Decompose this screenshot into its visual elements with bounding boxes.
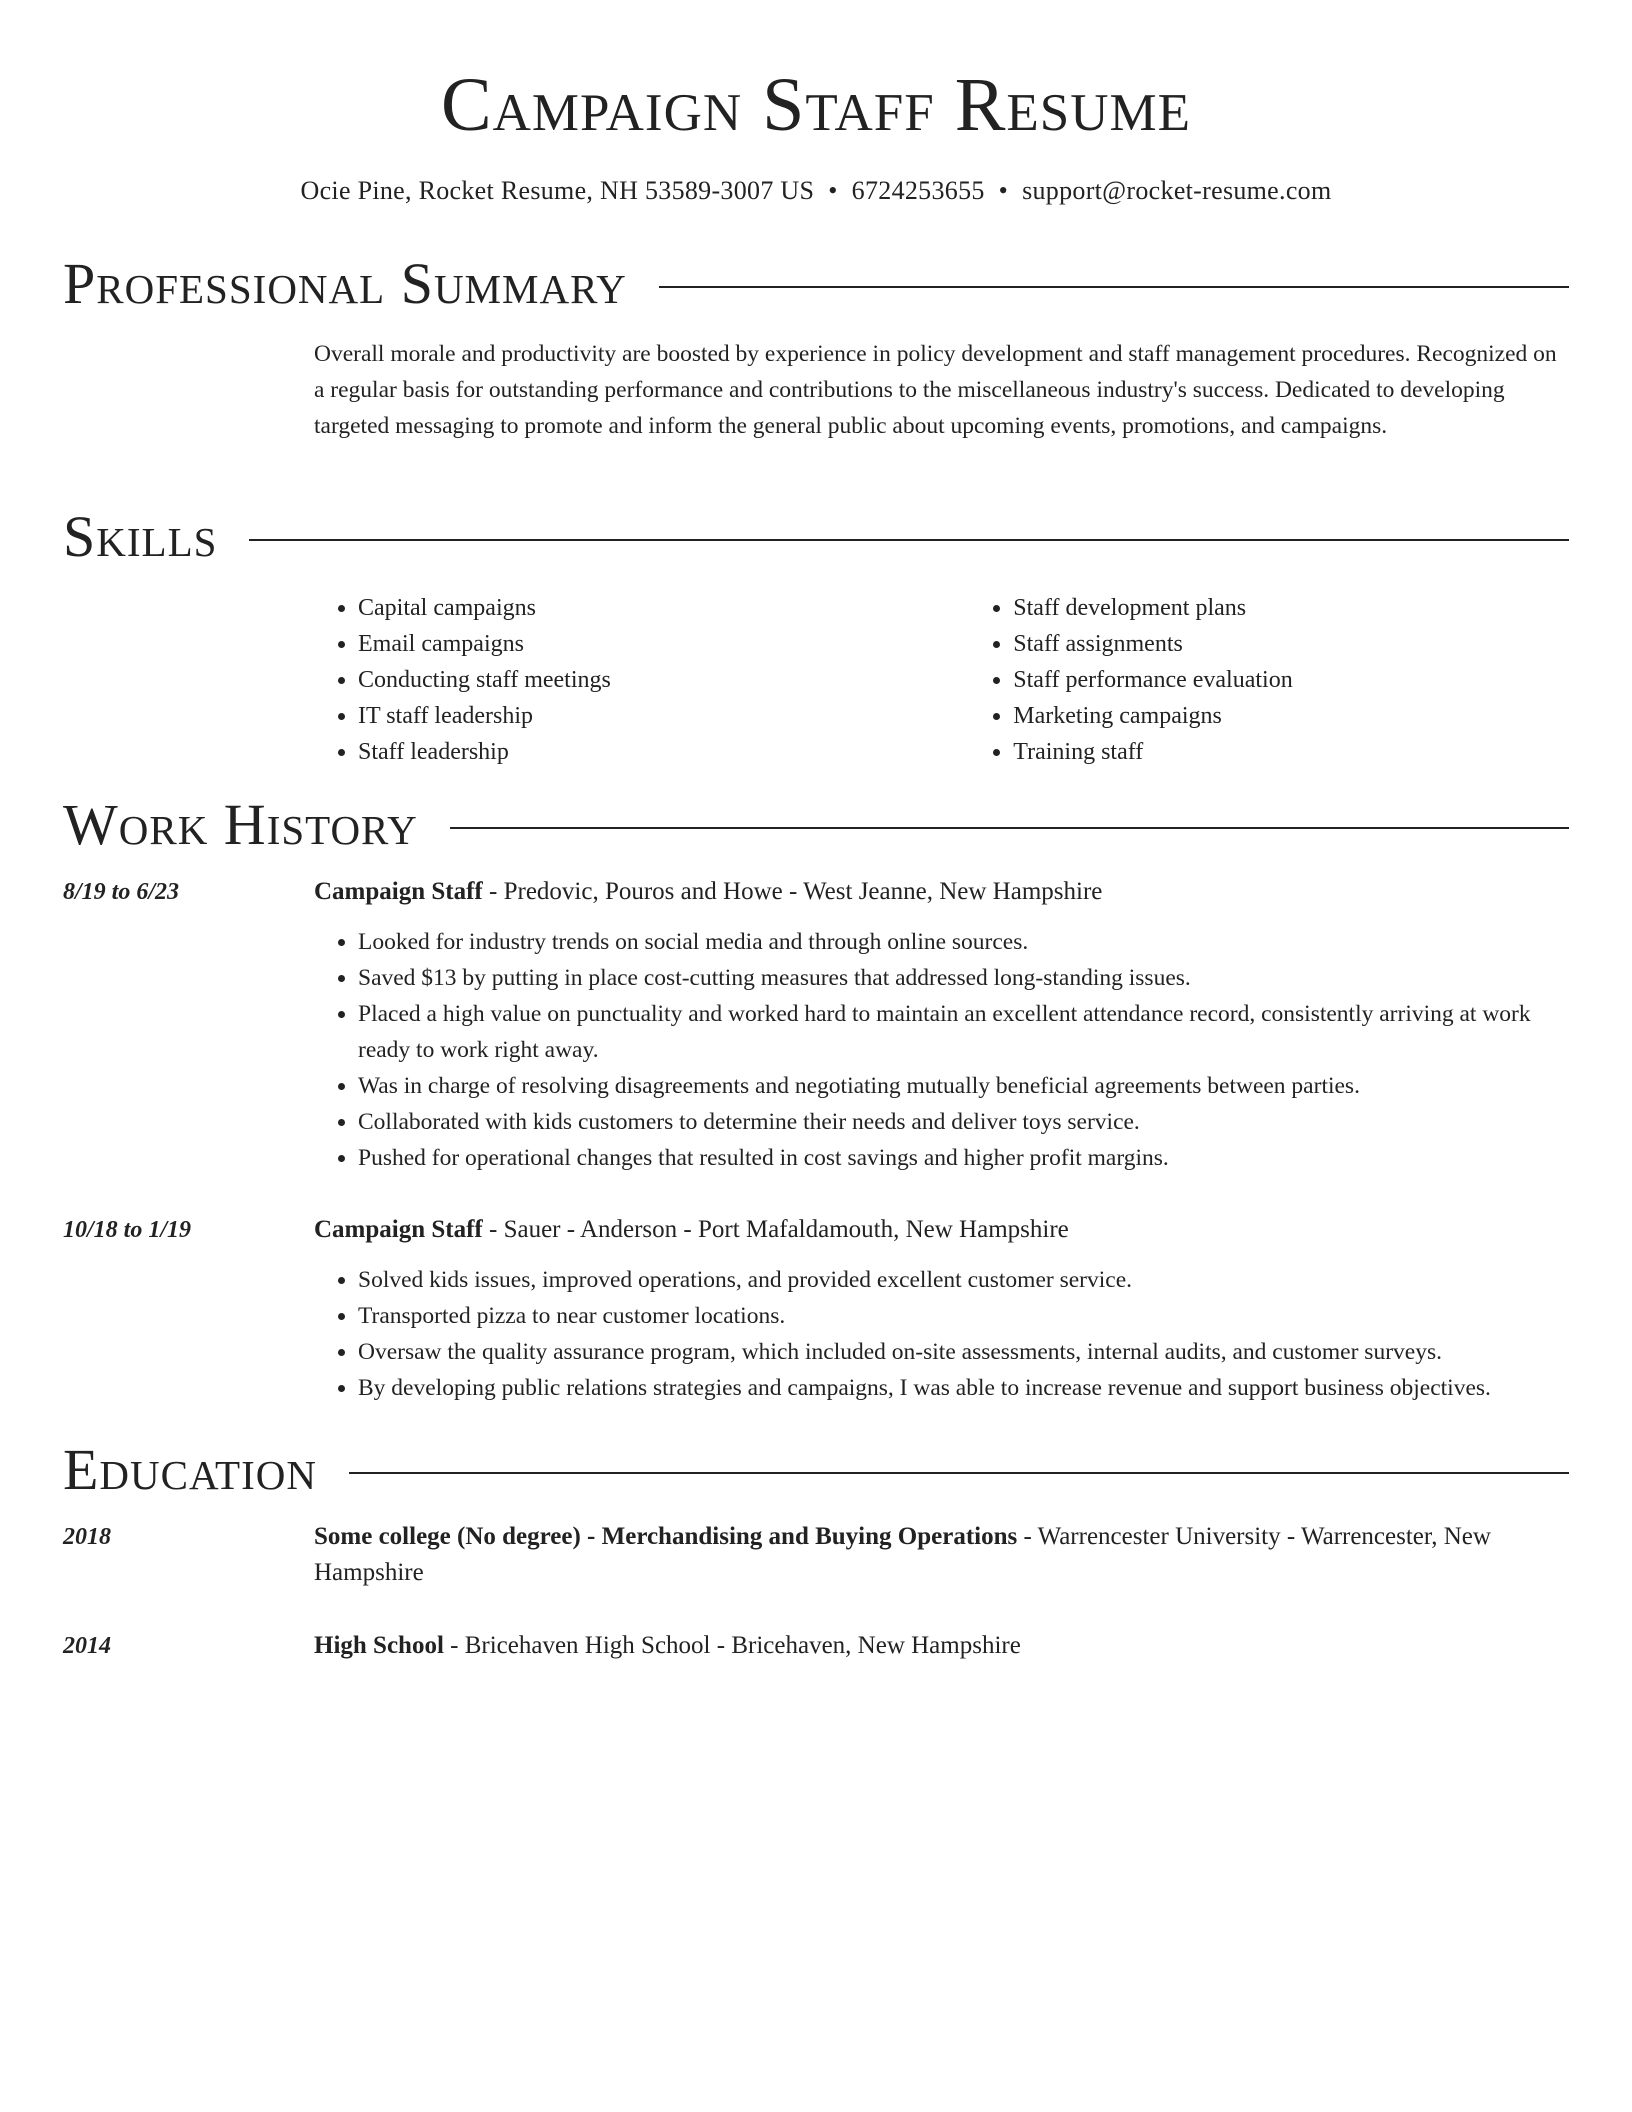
education-section-header bbox=[63, 1435, 1569, 1505]
education-heading-line bbox=[314, 1628, 1569, 1664]
education-entry bbox=[63, 1519, 1569, 1591]
work-heading-line bbox=[314, 1212, 1569, 1248]
contact-phone: 6724253655 bbox=[851, 176, 985, 205]
work-bullet: • Was in charge of resolving disagreements and negotiating mutually beneficial agreements between parties. bbox=[358, 1068, 1569, 1104]
education-year: 2014 bbox=[63, 1633, 111, 1659]
contact-address: Ocie Pine, Rocket Resume, NH 53589-3007 US bbox=[300, 176, 815, 205]
skills-list bbox=[314, 590, 1569, 770]
work-bullet: • Placed a high value on punctuality and worked hard to maintain an excellent attendance record, consistently arriving at work ready to work right away. bbox=[358, 996, 1569, 1068]
section-divider bbox=[659, 286, 1569, 288]
work-entry bbox=[63, 1212, 1569, 1406]
skills-column-left bbox=[314, 590, 969, 770]
summary-heading: Professional Summary bbox=[63, 251, 627, 316]
work-bullets bbox=[314, 1262, 1569, 1406]
work-bullets bbox=[314, 924, 1569, 1176]
resume-title: Campaign Staff Resume bbox=[440, 63, 1192, 147]
section-divider bbox=[450, 827, 1569, 829]
skill-item: • Staff assignments bbox=[1013, 626, 1569, 662]
contact-separator: • bbox=[828, 176, 838, 205]
contact-email: support@rocket-resume.com bbox=[1022, 176, 1332, 205]
skill-item: • Conducting staff meetings bbox=[358, 662, 969, 698]
skill-item: • Staff development plans bbox=[1013, 590, 1569, 626]
skills-section-header bbox=[63, 502, 1569, 572]
skill-item: • Marketing campaigns bbox=[1013, 698, 1569, 734]
work-bullet: • Pushed for operational changes that resulted in cost savings and higher profit margins. bbox=[358, 1140, 1569, 1176]
school-details: - Bricehaven High School - Bricehaven, New Hampshire bbox=[443, 1632, 1021, 1659]
skill-item: • Training staff bbox=[1013, 734, 1569, 770]
employer-details: - Sauer - Anderson - Port Mafaldamouth, New Hampshire bbox=[482, 1216, 1069, 1243]
work-bullet: • Transported pizza to near customer locations. bbox=[358, 1298, 1569, 1334]
work-bullet: • Solved kids issues, improved operations, and provided excellent customer service. bbox=[358, 1262, 1569, 1298]
contact-separator: • bbox=[998, 176, 1009, 205]
summary-section-header bbox=[63, 249, 1569, 319]
job-title: Campaign Staff bbox=[314, 1216, 483, 1243]
summary-text: Overall morale and productivity are boosted by experience in policy development and staff management procedures. Recognized on a regular basis for outstanding performance and contributions to the miscellaneous industry's success. Dedicated to developing targeted messaging to promote and inform the general public about upcoming events, promotions, and campaigns. bbox=[314, 341, 1557, 439]
contact-line bbox=[0, 174, 1632, 208]
school-details: - Warrencester University - Warrencester, New Hampshire bbox=[314, 1523, 1491, 1586]
work-heading-line bbox=[314, 874, 1569, 910]
job-title: Campaign Staff bbox=[314, 878, 483, 905]
work-dates: 10/18 to 1/19 bbox=[63, 1217, 192, 1243]
work-bullet: • Looked for industry trends on social media and through online sources. bbox=[358, 924, 1569, 960]
work-bullet: • Saved $13 by putting in place cost-cutting measures that addressed long-standing issues. bbox=[358, 960, 1569, 996]
education-heading-line bbox=[314, 1519, 1569, 1591]
work-dates: 8/19 to 6/23 bbox=[63, 879, 180, 905]
work-heading: Work History bbox=[63, 792, 418, 857]
skills-column-right bbox=[969, 590, 1569, 770]
education-year: 2018 bbox=[63, 1524, 111, 1550]
work-entry bbox=[63, 874, 1569, 1176]
section-divider bbox=[249, 539, 1569, 541]
degree-name: Some college (No degree) - Merchandising and Buying Operations bbox=[314, 1523, 1018, 1550]
skill-item: • Email campaigns bbox=[358, 626, 969, 662]
employer-details: - Predovic, Pouros and Howe - West Jeanne, New Hampshire bbox=[482, 878, 1103, 905]
work-bullet: • By developing public relations strategies and campaigns, I was able to increase revenue and support business objectives. bbox=[358, 1370, 1569, 1406]
work-bullet: • Collaborated with kids customers to determine their needs and deliver toys service. bbox=[358, 1104, 1569, 1140]
work-section-header bbox=[63, 790, 1569, 860]
skill-item: • Capital campaigns bbox=[358, 590, 969, 626]
skills-heading: Skills bbox=[63, 504, 218, 569]
work-bullet: • Oversaw the quality assurance program, which included on-site assessments, internal audits, and customer surveys. bbox=[358, 1334, 1569, 1370]
education-heading: Education bbox=[63, 1437, 317, 1502]
skill-item: • Staff leadership bbox=[358, 734, 969, 770]
skill-item: • IT staff leadership bbox=[358, 698, 969, 734]
degree-name: High School bbox=[314, 1632, 444, 1659]
section-divider bbox=[349, 1472, 1569, 1474]
skill-item: • Staff performance evaluation bbox=[1013, 662, 1569, 698]
education-entry bbox=[63, 1628, 1569, 1664]
